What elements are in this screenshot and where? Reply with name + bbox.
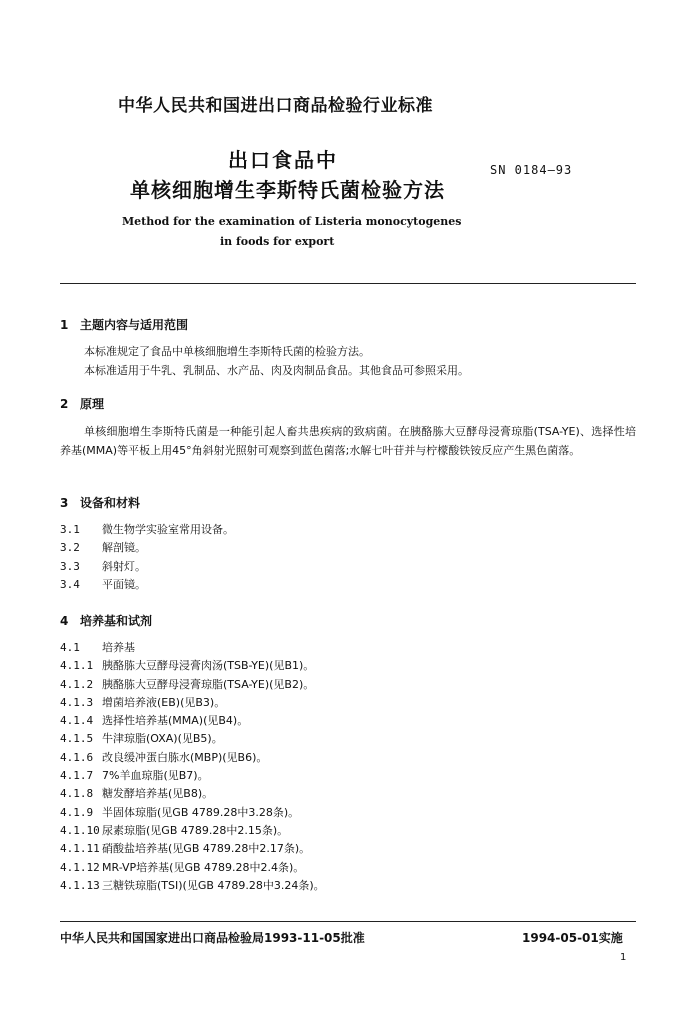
list-item — [60, 694, 325, 712]
list-item — [60, 521, 234, 539]
item-text: 胰酪胨大豆酵母浸膏琼脂(TSA-YE)(见B2)。 — [102, 677, 315, 691]
item-text: 培养基 — [102, 641, 135, 654]
approval-issuer: 中华人民共和国国家进出口商品检验局1993-11-05批准 — [60, 931, 365, 945]
list-item — [60, 840, 325, 858]
item-number: 4.1.2 — [60, 677, 94, 691]
list-item — [60, 749, 325, 767]
item-number: 4.1 — [60, 641, 80, 654]
item-number: 4.1.13 — [60, 878, 100, 892]
section-number: 2 — [60, 397, 69, 411]
list-item — [60, 804, 325, 822]
section-2-heading — [60, 395, 104, 412]
list-item — [60, 767, 325, 785]
item-text: 增菌培养液(EB)(见B3)。 — [102, 695, 226, 709]
item-text: MR-VP培养基(见GB 4789.28中2.4条)。 — [102, 860, 305, 874]
item-text: 三糖铁琼脂(TSI)(见GB 4789.28中3.24条)。 — [102, 878, 325, 892]
item-number: 4.1.11 — [60, 842, 100, 856]
header-divider — [60, 283, 636, 284]
page-number: 1 — [620, 952, 627, 963]
section-number: 3 — [60, 496, 69, 510]
section-3-list — [60, 521, 234, 594]
item-number: 3.3 — [60, 559, 80, 573]
section-title: 主题内容与适用范围 — [80, 318, 189, 332]
section-4-list — [60, 639, 325, 895]
document-title-line1: 出口食品中 — [228, 148, 338, 172]
list-item — [60, 877, 325, 895]
section-1-heading — [60, 316, 188, 333]
english-title-line2: in foods for export — [220, 235, 335, 248]
item-text: 尿素琼脂(见GB 4789.28中2.15条)。 — [102, 823, 289, 837]
section-3-heading — [60, 494, 140, 511]
item-number: 4.1.5 — [60, 732, 94, 746]
footer-divider — [60, 921, 636, 922]
item-text: 糖发酵培养基(见B8)。 — [102, 787, 214, 801]
item-text: 平面镜。 — [102, 577, 146, 591]
paragraph: 本标准规定了食品中单核细胞增生李斯特氏菌的检验方法。 — [84, 345, 370, 358]
document-title-line2: 单核细胞增生李斯特氏菌检验方法 — [130, 178, 445, 202]
list-item — [60, 785, 325, 803]
item-number: 4.1.12 — [60, 860, 100, 874]
item-text: 改良缓冲蛋白胨水(MBP)(见B6)。 — [102, 750, 268, 764]
standard-code: SN 0184—93 — [490, 163, 573, 177]
list-item — [60, 676, 325, 694]
list-item — [60, 539, 234, 557]
section-4-heading — [60, 612, 152, 629]
item-text: 斜射灯。 — [102, 559, 146, 573]
item-text: 微生物学实验室常用设备。 — [102, 523, 234, 536]
item-number: 3.2 — [60, 541, 80, 555]
english-title-line1: Method for the examination of Listeria monocytogenes — [122, 215, 462, 228]
list-item — [60, 576, 234, 594]
item-number: 4.1.3 — [60, 695, 94, 709]
item-number: 4.1.8 — [60, 787, 94, 801]
item-number: 4.1.1 — [60, 659, 94, 673]
item-number: 4.1.10 — [60, 823, 100, 837]
industry-standard-heading: 中华人民共和国进出口商品检验行业标准 — [118, 96, 433, 116]
list-item — [60, 639, 325, 657]
list-item — [60, 712, 325, 730]
paragraph: 本标准适用于牛乳、乳制品、水产品、肉及肉制品食品。其他食品可参照采用。 — [84, 364, 469, 377]
item-text: 胰酪胨大豆酵母浸膏肉汤(TSB-YE)(见B1)。 — [102, 659, 315, 673]
list-item — [60, 558, 234, 576]
item-text: 硝酸盐培养基(见GB 4789.28中2.17条)。 — [102, 842, 311, 856]
item-text: 7%羊血琼脂(见B7)。 — [102, 769, 209, 783]
paragraph: 单核细胞增生李斯特氏菌是一种能引起人畜共患疾病的致病菌。在胰酪胨大豆酵母浸膏琼脂(TSA-YE)、选择性培养基(MMA)等平板上用45°角斜射光照射可观察到蓝色菌落;水解七叶苷并与柠檬酸铁铵反应产生黑色菌落。 — [60, 425, 636, 457]
effective-date: 1994-05-01实施 — [522, 931, 623, 945]
item-text: 解剖镜。 — [102, 541, 146, 555]
section-number: 1 — [60, 318, 69, 332]
section-1-body — [60, 342, 636, 380]
item-number: 3.4 — [60, 577, 80, 591]
item-number: 4.1.6 — [60, 750, 94, 764]
list-item — [60, 822, 325, 840]
item-number: 3.1 — [60, 523, 80, 536]
section-2-body — [60, 422, 636, 460]
item-text: 选择性培养基(MMA)(见B4)。 — [102, 714, 249, 728]
section-number: 4 — [60, 614, 69, 628]
section-title: 原理 — [80, 397, 105, 411]
section-title: 培养基和试剂 — [80, 614, 153, 628]
list-item — [60, 859, 325, 877]
section-title: 设备和材料 — [80, 496, 141, 510]
list-item — [60, 730, 325, 748]
item-number: 4.1.4 — [60, 714, 94, 728]
list-item — [60, 657, 325, 675]
item-text: 牛津琼脂(OXA)(见B5)。 — [102, 732, 223, 746]
item-text: 半固体琼脂(见GB 4789.28中3.28条)。 — [102, 805, 300, 819]
item-number: 4.1.7 — [60, 769, 94, 783]
item-number: 4.1.9 — [60, 805, 94, 819]
